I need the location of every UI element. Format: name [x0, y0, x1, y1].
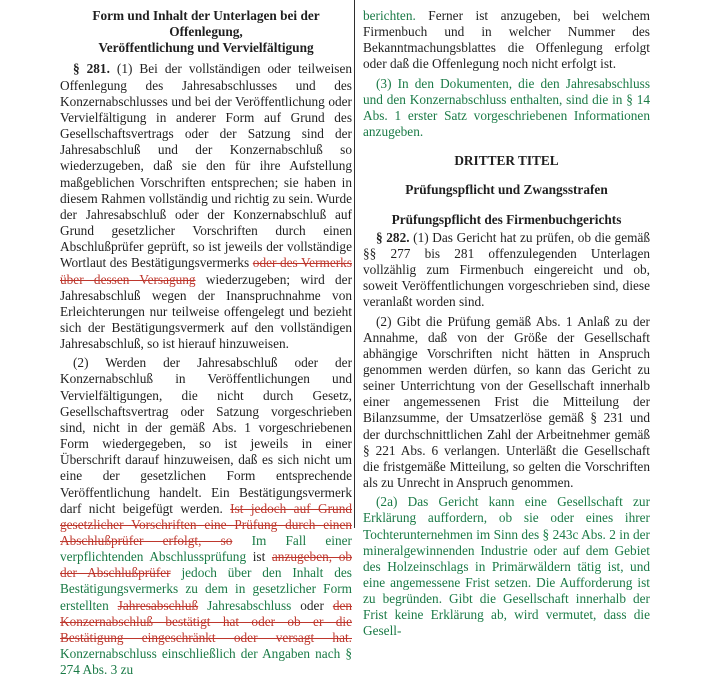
- heading-pruefungspflicht-und-zwangsstrafen: Prüfungspflicht und Zwangsstrafen: [405, 182, 608, 198]
- text-run: (1) Das Gericht hat zu prüfen, ob die gemäß §§ 277 bis 281 offenzulegenden Unterlagen vollzählig zum Firmenbuch eingereicht und ob, soweit Veröffentlichungen vorgeschrieben sind, diese veranlaßt worden sind.: [363, 229, 650, 310]
- deleted-text-run: oder des Vermerks über dessen Versagung: [60, 255, 352, 287]
- inserted-text-run: Jahresabschluss: [198, 597, 292, 613]
- heading-line-1: Form und Inhalt der Unterlagen bei der Offenlegung,: [92, 8, 320, 40]
- column-divider: [354, 0, 355, 528]
- para-281-3: (3) In den Dokumenten, die den Jahresabschluss und den Konzernabschluss enthalten, sind die in § 14 Abs. 1 erster Satz vorgeschriebenen Informationen anzugeben.: [363, 75, 650, 140]
- heading-line-2: Veröffentlichung und Vervielfältigung: [98, 40, 314, 56]
- inserted-text-run: jedoch über den Inhalt des Bestätigungsvermerks zu dem in gesetzlicher Form erstellten: [60, 565, 352, 613]
- deleted-text-run: anzugeben, ob der Abschlußprüfer: [60, 549, 352, 581]
- inserted-text-run: berichten.: [363, 8, 416, 23]
- section-number-281: § 281.: [73, 61, 110, 77]
- para-281-2-continued: [363, 8, 650, 73]
- deleted-text-run: den Konzernabschluß bestätigt hat oder ob er die Bestätigung eingeschränkt oder versagt hat.: [60, 597, 353, 645]
- text-run: ist: [246, 549, 272, 565]
- inserted-text-run: Im Fall einer verpflichtenden Abschlussprüfung: [60, 533, 352, 565]
- text-run: Ferner ist anzugeben, bei welchem Firmenbuch und in welcher Nummer des Bekanntmachungsblattes die Offenlegung erfolgt oder daß die Offenlegung noch nicht erfolgt ist.: [363, 8, 650, 72]
- deleted-text-run: Ist jedoch auf Grund gesetzlicher Vorschriften eine Prüfung durch einen Abschlußprüfer erfolgt, so: [60, 500, 352, 548]
- heading-form-und-inhalt: [60, 8, 352, 56]
- left-column: [60, 0, 352, 678]
- heading-dritter-titel: DRITTER TITEL: [454, 153, 559, 169]
- para-281-2: [60, 355, 352, 678]
- section-number-282: § 282.: [376, 229, 410, 245]
- text-run: oder: [291, 597, 333, 613]
- para-281-1: [60, 61, 352, 352]
- para-282-2a: (2a) Das Gericht kann eine Gesellschaft zur Erklärung auffordern, ob sie oder eines ihrer Tochterunternehmen im Sinn des § 243c Abs. 2 in der mineralgewinnenden Industrie oder auf dem Gebiet des Holzeinschlags in Primärwäldern tätig ist, und eine angemessene Frist setzen. Die Aufforderung ist zu begründen. Gibt die Gesellschaft innerhalb der Frist keine Erklärung ab, wird vermutet, dass die Gesell-: [363, 494, 650, 639]
- para-282-1: [363, 230, 650, 311]
- text-run: (2) Werden der Jahresabschluß oder der Konzernabschluß in Veröffentlichungen und Vervielfältigungen, die nicht durch Gesetz, Gesellschaftsvertrag oder Satzung vorgeschrieben sind, nicht in der gemäß Abs. 1 vorgeschriebenen Form wiedergegeben, so ist jeweils in einer Überschrift darauf hinzuweisen, daß es sich nicht um eine der gesetzlichen Form entsprechende Veröffentlichung handelt. Ein Bestätigungsvermerk darf nicht beigefügt werden.: [60, 355, 352, 516]
- inserted-text-run: Konzernabschluss einschließlich der Angaben nach § 274 Abs. 3 zu: [60, 646, 352, 678]
- right-column: [363, 0, 650, 640]
- para-282-2: (2) Gibt die Prüfung gemäß Abs. 1 Anlaß zu der Annahme, daß von der Größe der Gesellschaft abhängige Vorschriften nicht hätten in Anspruch genommen werden dürfen, so kann das Gericht zu seiner Unterrichtung von der Gesellschaft innerhalb einer angemessenen Frist die Mitteilung der Bilanzsumme, der Umsatzerlöse gemäß § 231 und der durchschnittlichen Zahl der Arbeitnehmer gemäß § 221 Abs. 6 verlangen. Unterläßt die Gesellschaft die fristgemäße Mitteilung, so gelten die Vorschriften als zu Unrecht in Anspruch genommen.: [363, 313, 650, 491]
- deleted-text-run: Jahresabschluß: [117, 597, 199, 613]
- heading-pruefungspflicht-des-firmenbuchgerichts: Prüfungspflicht des Firmenbuchgerichts: [391, 211, 622, 227]
- text-run: (1) Bei der vollständigen oder teilweisen Offenlegung des Jahresabschlusses und des Konzernabschlusses und bei der Veröffentlichung oder Vervielfältigung in anderer Form auf Grund des Gesellschaftsvertrags oder der Satzung sind der Jahresabschluß und der Konzernabschluß so wiederzugeben, daß sie den für ihre Aufstellung maßgeblichen Vorschriften entsprechen; sie haben in diesem Rahmen vollständig und richtig zu sein. Wurde der Jahresabschluß oder der Konzernabschluß auf Grund gesetzlicher Vorschriften durch einen Abschlußprüfer geprüft, so ist jeweils der vollständige Wortlaut des Bestätigungsvermerks: [60, 61, 353, 271]
- text-run: wiederzugeben; wird der Jahresabschluß wegen der Inanspruchnahme von Erleichterungen nur teilweise offengelegt und bezieht sich der Bestätigungsvermerk auf den vollständigen Jahresabschluß, so ist hierauf hinzuweisen.: [60, 271, 352, 352]
